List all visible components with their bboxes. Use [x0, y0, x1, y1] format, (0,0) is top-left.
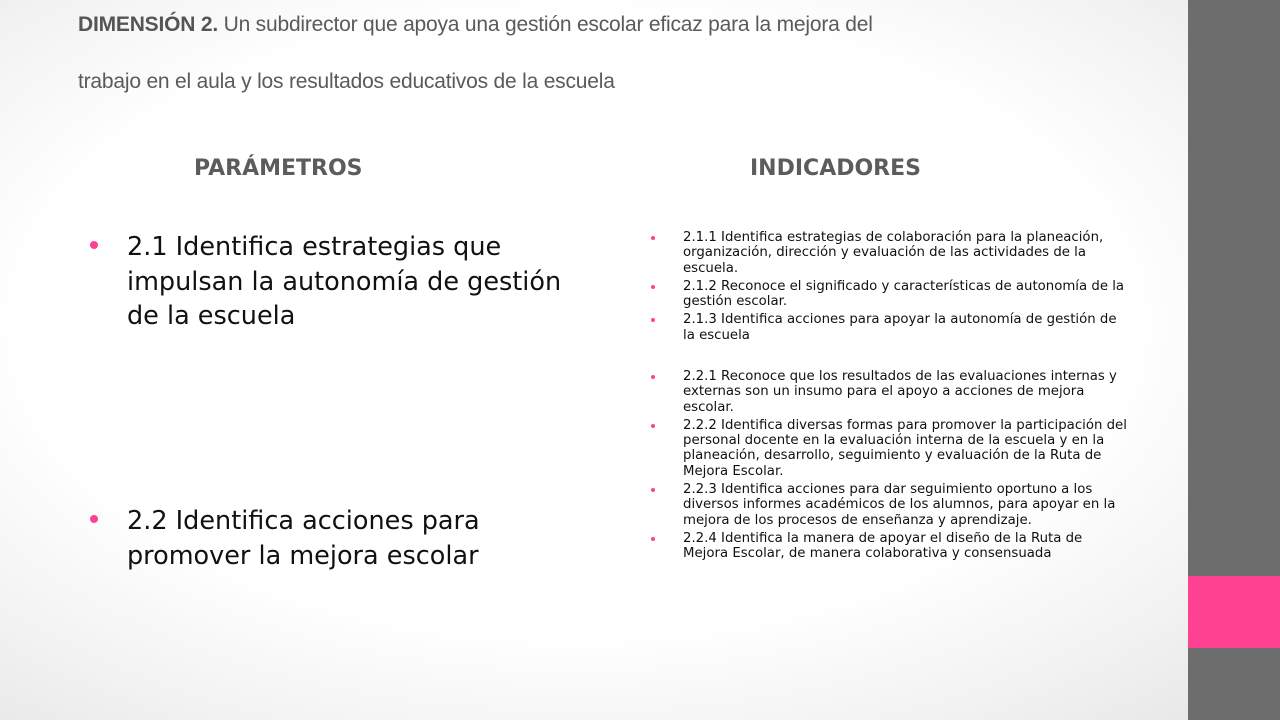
indicator-item	[650, 482, 1130, 528]
indicator-item	[650, 369, 1130, 415]
bullet-icon	[651, 424, 655, 428]
indicator-text: 2.1.1 Identifica estrategias de colaboración para la planeación, organización, dirección y evaluación de las actividades de la escuela.	[683, 230, 1104, 276]
indicator-text: 2.2.3 Identifica acciones para dar seguimiento oportuno a los diversos informes académicos de los alumnos, para apoyar en la mejora de los procesos de enseñanza y aprendizaje.	[683, 482, 1116, 528]
bullet-icon	[651, 318, 655, 322]
bullet-icon	[651, 537, 655, 541]
title-dimension: DIMENSIÓN 2.	[78, 13, 218, 36]
title-rest: Un subdirector que apoya una gestión escolar eficaz para la mejora del	[217, 13, 873, 36]
indicator-item	[650, 418, 1130, 479]
indicator-text: 2.2.1 Reconoce que los resultados de las evaluaciones internas y externas son un insumo para el apoyo a acciones de mejora escolar.	[683, 369, 1117, 415]
indicator-text: 2.2.4 Identifica la manera de apoyar el diseño de la Ruta de Mejora Escolar, de manera colaborativa y consensuada	[683, 530, 1083, 562]
indicator-item	[650, 312, 1130, 343]
indicator-text: 2.1.2 Reconoce el significado y características de autonomía de la gestión escolar.	[683, 278, 1125, 310]
indicator-item	[650, 279, 1130, 310]
bullet-icon	[90, 515, 98, 523]
bullet-icon	[651, 488, 655, 492]
indicator-list-group2	[650, 369, 1130, 565]
indicator-item	[650, 531, 1130, 562]
parameter-item	[90, 230, 570, 334]
indicators-heading: INDICADORES	[750, 156, 921, 181]
slide-title-line2: trabajo en el aula y los resultados educativos de la escuela	[78, 70, 615, 93]
parameters-heading: PARÁMETROS	[194, 156, 363, 181]
bullet-icon	[90, 241, 98, 249]
side-accent-block	[1188, 576, 1280, 648]
indicator-text: 2.2.2 Identifica diversas formas para promover la participación del personal docente en la evaluación interna de la escuela y en la planeación, desarrollo, seguimiento y evaluación de la Ruta de Mejora Escolar.	[683, 417, 1127, 479]
bullet-icon	[651, 375, 655, 379]
indicator-list-group1	[650, 230, 1130, 346]
slide-title-line1	[78, 13, 1138, 37]
indicator-item	[650, 230, 1130, 276]
parameter-text: 2.1 Identifica estrategias que impulsan la autonomía de gestión de la escuela	[127, 232, 562, 331]
parameter-item	[90, 504, 570, 573]
indicator-text: 2.1.3 Identifica acciones para apoyar la autonomía de gestión de la escuela	[683, 312, 1117, 343]
bullet-icon	[651, 285, 655, 289]
parameter-text: 2.2 Identifica acciones para promover la mejora escolar	[127, 506, 480, 571]
bullet-icon	[651, 236, 655, 240]
